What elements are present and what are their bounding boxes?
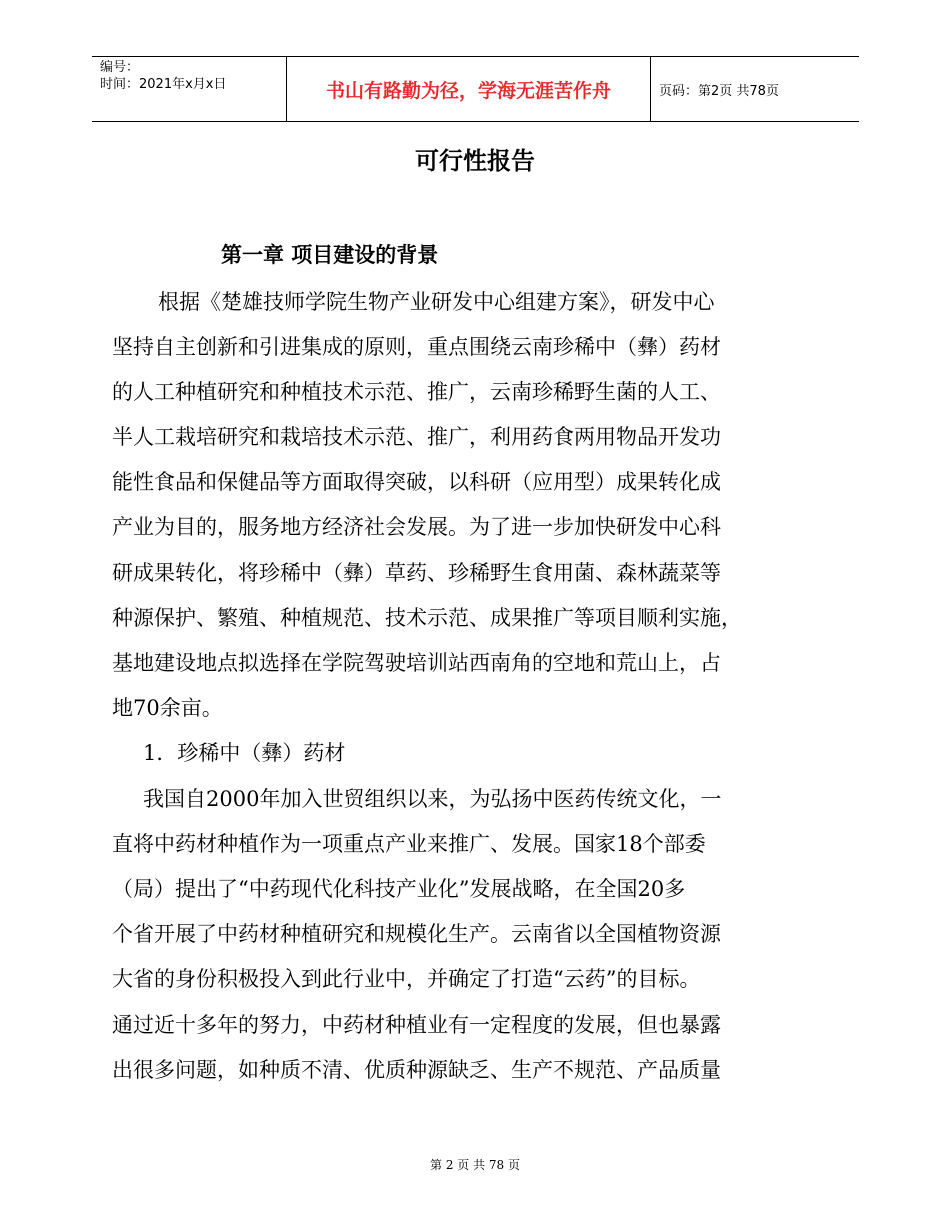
section-heading: 1．珍稀中（彝）药材 [143,741,346,765]
body-line: 的人工种植研究和种植技术示范、推广，云南珍稀野生菌的人工、 [112,380,721,404]
body-line: 种源保护、繁殖、种植规范、技术示范、成果推广等项目顺利实施， [112,606,742,630]
header-meta-cell [92,57,287,121]
chapter-heading: 第一章 项目建设的背景 [221,243,439,267]
body-line: 通过近十多年的努力，中药材种植业有一定程度的发展，但也暴露 [112,1013,721,1037]
body-line: 出很多问题，如种质不清、优质种源缺乏、生产不规范、产品质量 [112,1058,721,1082]
body-line: 半人工栽培研究和栽培技术示范、推广，利用药食两用物品开发功 [112,425,721,449]
header-motto: 书山有路勤为径，学海无涯苦作舟 [287,57,651,121]
header-page-info: 页码：第2页 共78页 [659,83,779,99]
body-line: 能性食品和保健品等方面取得突破，以科研（应用型）成果转化成 [112,470,721,494]
body-line: 大省的身份积极投入到此行业中，并确定了打造“云药”的目标。 [112,967,701,991]
doc-time-label: 时间：2021年x月x日 [100,77,227,92]
body-line: 地70余亩。 [112,696,223,720]
body-line: 根据《楚雄技师学院生物产业研发中心组建方案》，研发中心 [158,290,715,314]
body-line: 研成果转化，将珍稀中（彝）草药、珍稀野生食用菌、森林蔬菜等 [112,561,721,585]
page-header [92,56,859,122]
body-line: 坚持自主创新和引进集成的原则，重点围绕云南珍稀中（彝）药材 [112,335,721,359]
body-line: 基地建设地点拟选择在学院驾驶培训站西南角的空地和荒山上，占 [112,651,721,675]
doc-number-label: 编号： [100,60,140,75]
body-line: 产业为目的，服务地方经济社会发展。为了进一步加快研发中心科 [112,515,721,539]
body-line: 直将中药材种植作为一项重点产业来推广、发展。国家18个部委 [112,832,706,856]
page-footer: 第 2 页 共 78 页 [430,1158,520,1172]
document-title: 可行性报告 [415,147,535,175]
body-line: （局）提出了“中药现代化科技产业化”发展战略，在全国20多 [112,877,686,901]
body-line: 我国自2000年加入世贸组织以来，为弘扬中医药传统文化，一 [143,787,722,811]
body-line: 个省开展了中药材种植研究和规模化生产。云南省以全国植物资源 [112,922,721,946]
